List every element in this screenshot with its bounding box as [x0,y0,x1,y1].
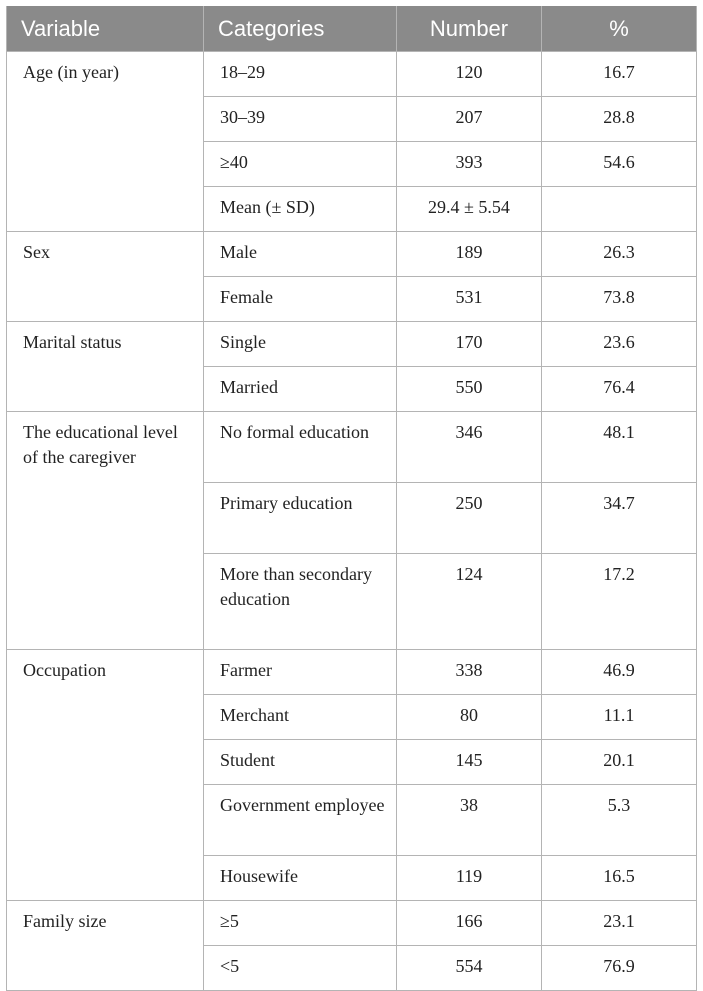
table-row [7,52,697,97]
number-cell: 250 [397,483,542,554]
variable-cell: Age (in year) [7,52,204,232]
category-cell: No formal education [204,412,397,483]
percent-cell: 11.1 [542,695,697,740]
category-cell: ≥5 [204,901,397,946]
category-cell: <5 [204,946,397,991]
percent-cell: 46.9 [542,650,697,695]
percent-cell: 26.3 [542,232,697,277]
table-row [7,232,697,277]
category-cell: Merchant [204,695,397,740]
category-cell: Primary education [204,483,397,554]
number-cell: 38 [397,785,542,856]
header-percent: % [542,6,697,52]
percent-cell: 48.1 [542,412,697,483]
percent-cell: 17.2 [542,554,697,650]
table-row [7,322,697,367]
number-cell: 29.4 ± 5.54 [397,187,542,232]
number-cell: 207 [397,97,542,142]
number-cell: 189 [397,232,542,277]
table-row [7,901,697,946]
variable-cell: Family size [7,901,204,991]
number-cell: 166 [397,901,542,946]
percent-cell: 5.3 [542,785,697,856]
table-row [7,412,697,483]
number-cell: 80 [397,695,542,740]
number-cell: 338 [397,650,542,695]
data-table [6,6,697,991]
percent-cell: 16.7 [542,52,697,97]
category-cell: Mean (± SD) [204,187,397,232]
percent-cell: 54.6 [542,142,697,187]
number-cell: 531 [397,277,542,322]
number-cell: 124 [397,554,542,650]
number-cell: 554 [397,946,542,991]
header-categories: Categories [204,6,397,52]
header-number: Number [397,6,542,52]
percent-cell: 16.5 [542,856,697,901]
header-row [7,6,697,52]
percent-cell: 76.4 [542,367,697,412]
number-cell: 550 [397,367,542,412]
percent-cell: 23.1 [542,901,697,946]
percent-cell: 20.1 [542,740,697,785]
percent-cell: 23.6 [542,322,697,367]
category-cell: More than secondary education [204,554,397,650]
variable-cell: The educational level of the caregiver [7,412,204,650]
percent-cell: 73.8 [542,277,697,322]
percent-cell [542,187,697,232]
table-row [7,650,697,695]
variable-cell: Sex [7,232,204,322]
percent-cell: 28.8 [542,97,697,142]
table-header [7,6,697,52]
category-cell: Female [204,277,397,322]
category-cell: 18–29 [204,52,397,97]
variable-cell: Marital status [7,322,204,412]
variable-cell: Occupation [7,650,204,901]
number-cell: 119 [397,856,542,901]
category-cell: Male [204,232,397,277]
category-cell: Married [204,367,397,412]
number-cell: 393 [397,142,542,187]
number-cell: 346 [397,412,542,483]
category-cell: Farmer [204,650,397,695]
category-cell: Single [204,322,397,367]
category-cell: 30–39 [204,97,397,142]
percent-cell: 34.7 [542,483,697,554]
table-body [7,52,697,991]
percent-cell: 76.9 [542,946,697,991]
header-variable: Variable [7,6,204,52]
number-cell: 145 [397,740,542,785]
category-cell: ≥40 [204,142,397,187]
category-cell: Government employee [204,785,397,856]
category-cell: Housewife [204,856,397,901]
number-cell: 120 [397,52,542,97]
category-cell: Student [204,740,397,785]
number-cell: 170 [397,322,542,367]
